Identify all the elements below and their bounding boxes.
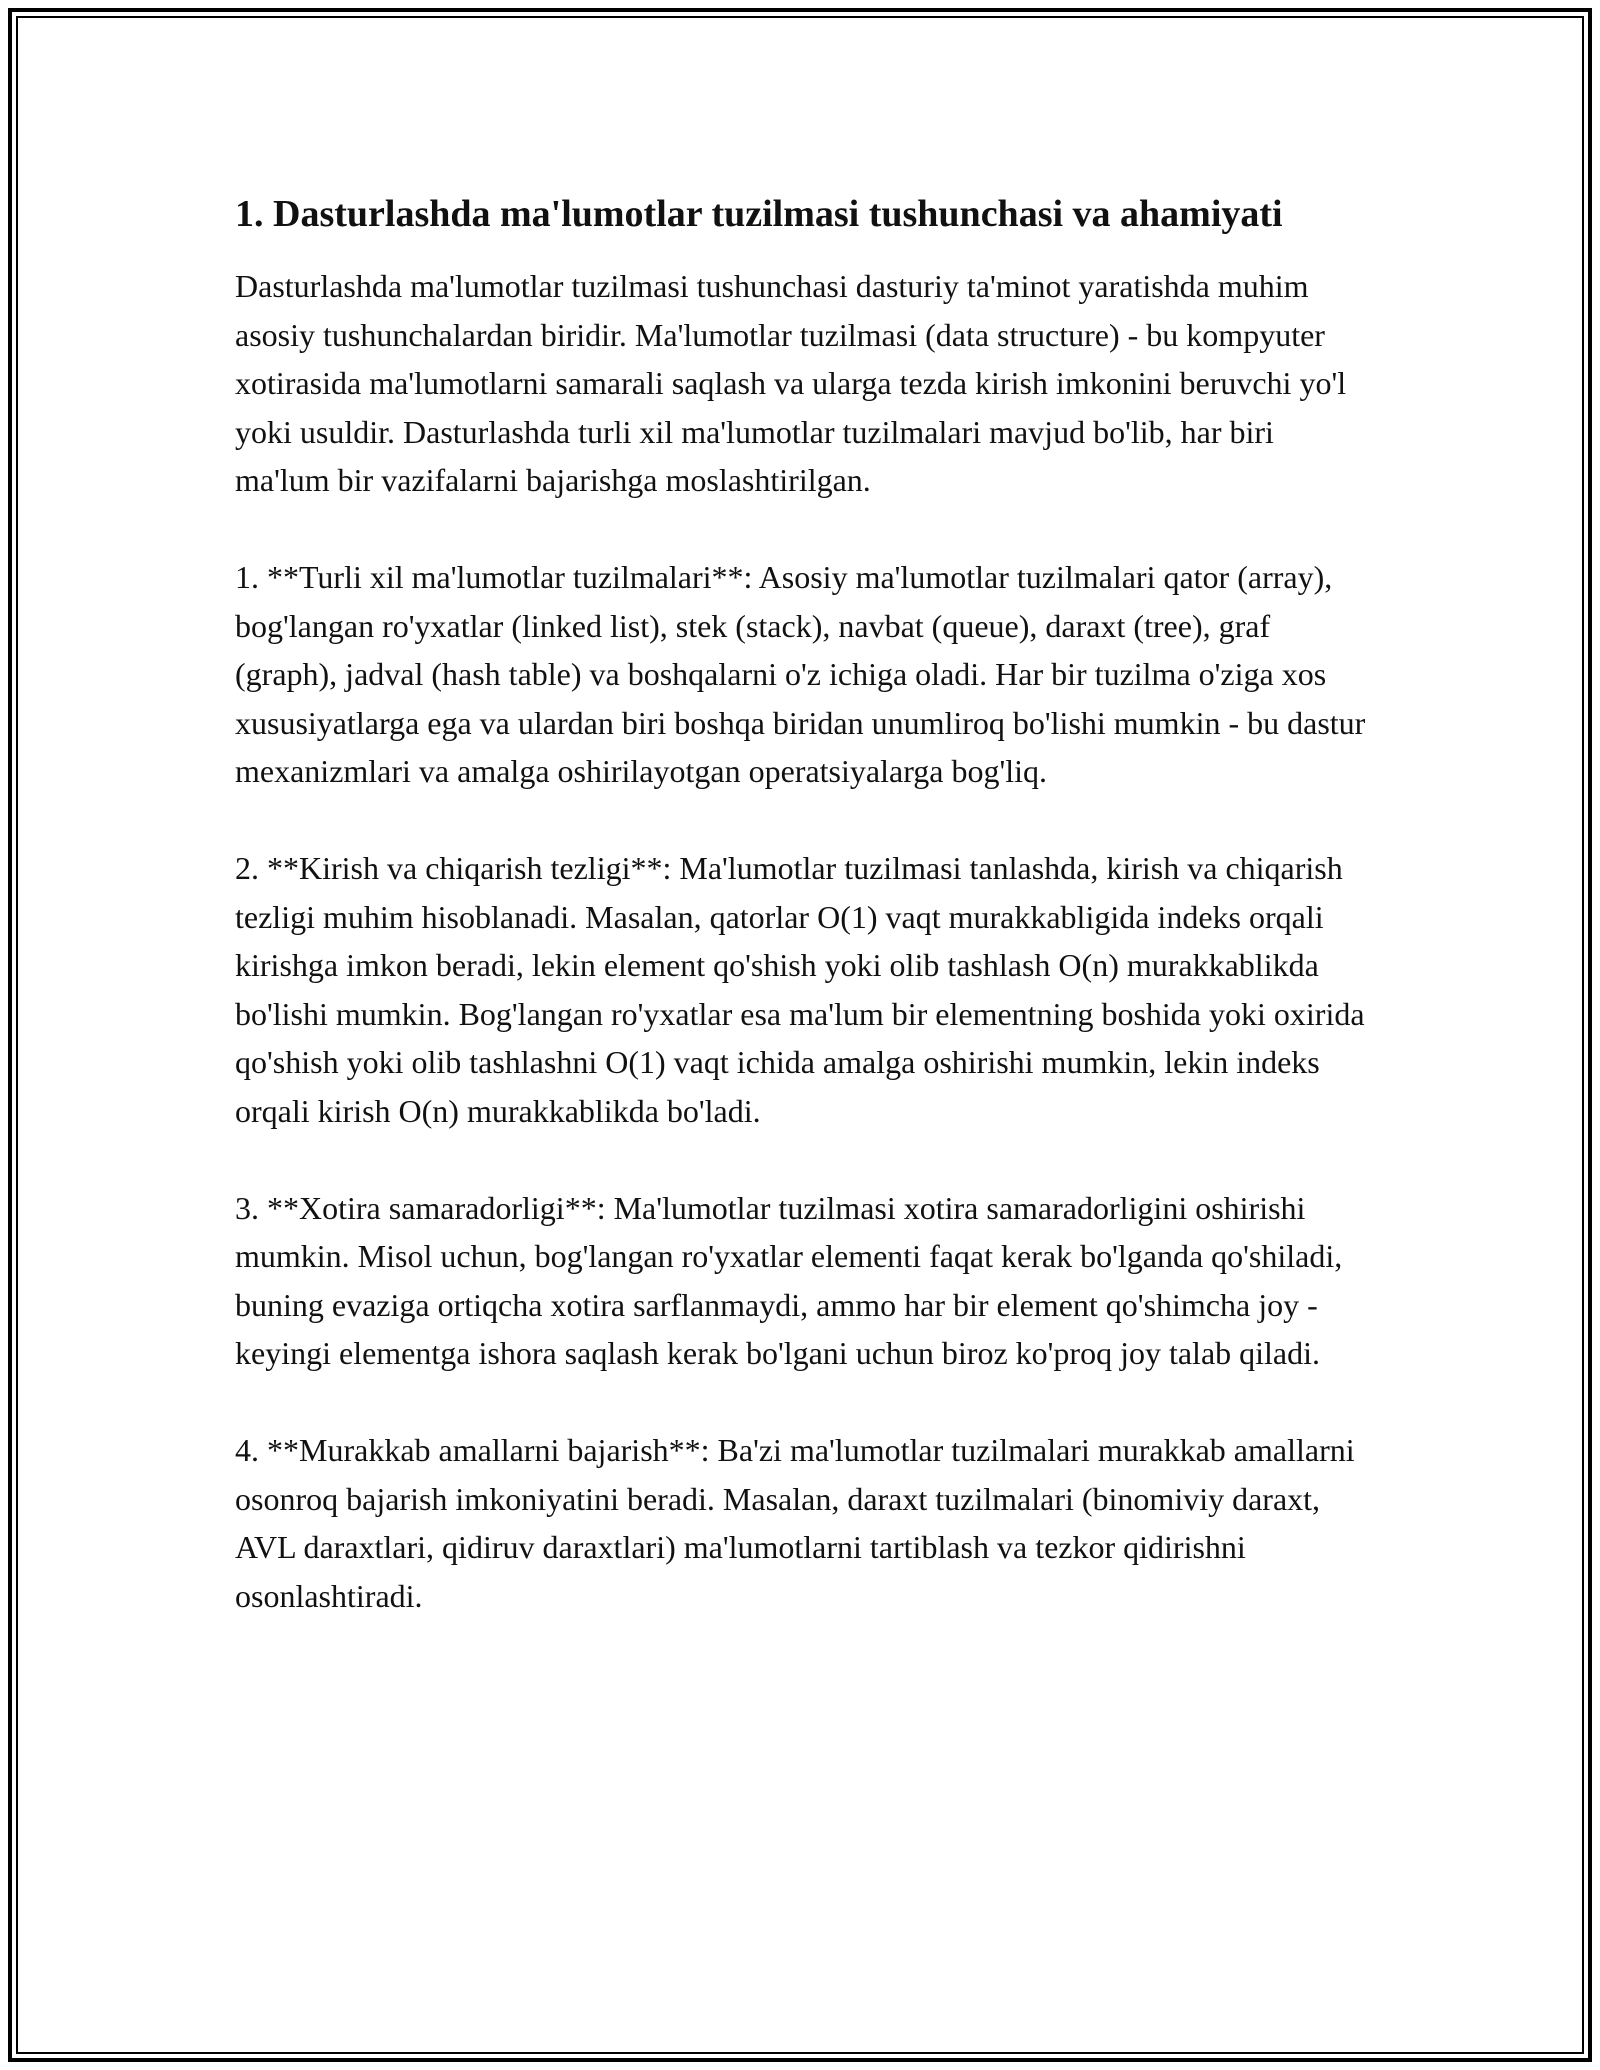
point-1-data-structure-types: 1. **Turli xil ma'lumotlar tuzilmalari**: Asosiy ma'lumotlar tuzilmalari qator (array), bog'langan ro'yxatlar (linked list), stek (stack), navbat (queue), daraxt (tree), graf (graph), jadval (hash table) va boshqalarni o'z ichiga oladi. Har bir tuzilma o'ziga xos xususiyatlarga ega va ulardan biri boshqa biridan unumliroq bo'lishi mumkin - bu dastur mexanizmlari va amalga oshirilayotgan operatsiyalarga bog'liq.: [235, 559, 1366, 789]
point-3-memory-efficiency: 3. **Xotira samaradorligi**: Ma'lumotlar tuzilmasi xotira samaradorligini oshirishi mumkin. Misol uchun, bog'langan ro'yxatlar elementi faqat kerak bo'lganda qo'shiladi, buning evaziga ortiqcha xotira sarflanmaydi, ammo har bir element qo'shimcha joy - keyingi elementga ishora saqlash kerak bo'lgani uchun biroz ko'proq joy talab qiladi.: [235, 1189, 1343, 1371]
intro-paragraph: Dasturlashda ma'lumotlar tuzilmasi tushunchasi dasturiy ta'minot yaratishda muhim asosiy tushunchalardan biridir. Ma'lumotlar tuzilmasi (data structure) - bu kompyuter xotirasida ma'lumotlarni samarali saqlash va ularga tezda kirish imkonini beruvchi yo'l yoki usuldir. Dasturlashda turli xil ma'lumotlar tuzilmalari mavjud bo'lib, har biri ma'lum bir vazifalarni bajarishga moslashtirilgan.: [235, 268, 1347, 498]
point-4-complex-operations: 4. **Murakkab amallarni bajarish**: Ba'zi ma'lumotlar tuzilmalari murakkab amallarni osonroq bajarish imkoniyatini beradi. Masalan, daraxt tuzilmalari (binomiviy daraxt, AVL daraxtlari, qidiruv daraxtlari) ma'lumotlarni tartiblash va tezkor qidirishni osonlashtiradi.: [235, 1432, 1355, 1614]
point-2-access-speed: 2. **Kirish va chiqarish tezligi**: Ma'lumotlar tuzilmasi tanlashda, kirish va chiqarish tezligi muhim hisoblanadi. Masalan, qatorlar O(1) vaqt murakkabligida indeks orqali kirishga imkon beradi, lekin element qo'shish yoki olib tashlash O(n) murakkablikda bo'lishi mumkin. Bog'langan ro'yxatlar esa ma'lum bir elementning boshida yoki oxirida qo'shish yoki olib tashlashni O(1) vaqt ichida amalga oshirishi mumkin, lekin indeks orqali kirish O(n) murakkablikda bo'ladi.: [235, 850, 1365, 1129]
document-body: [235, 186, 1375, 1669]
section-heading: 1. Dasturlashda ma'lumotlar tuzilmasi tushunchasi va ahamiyati: [235, 193, 1283, 235]
